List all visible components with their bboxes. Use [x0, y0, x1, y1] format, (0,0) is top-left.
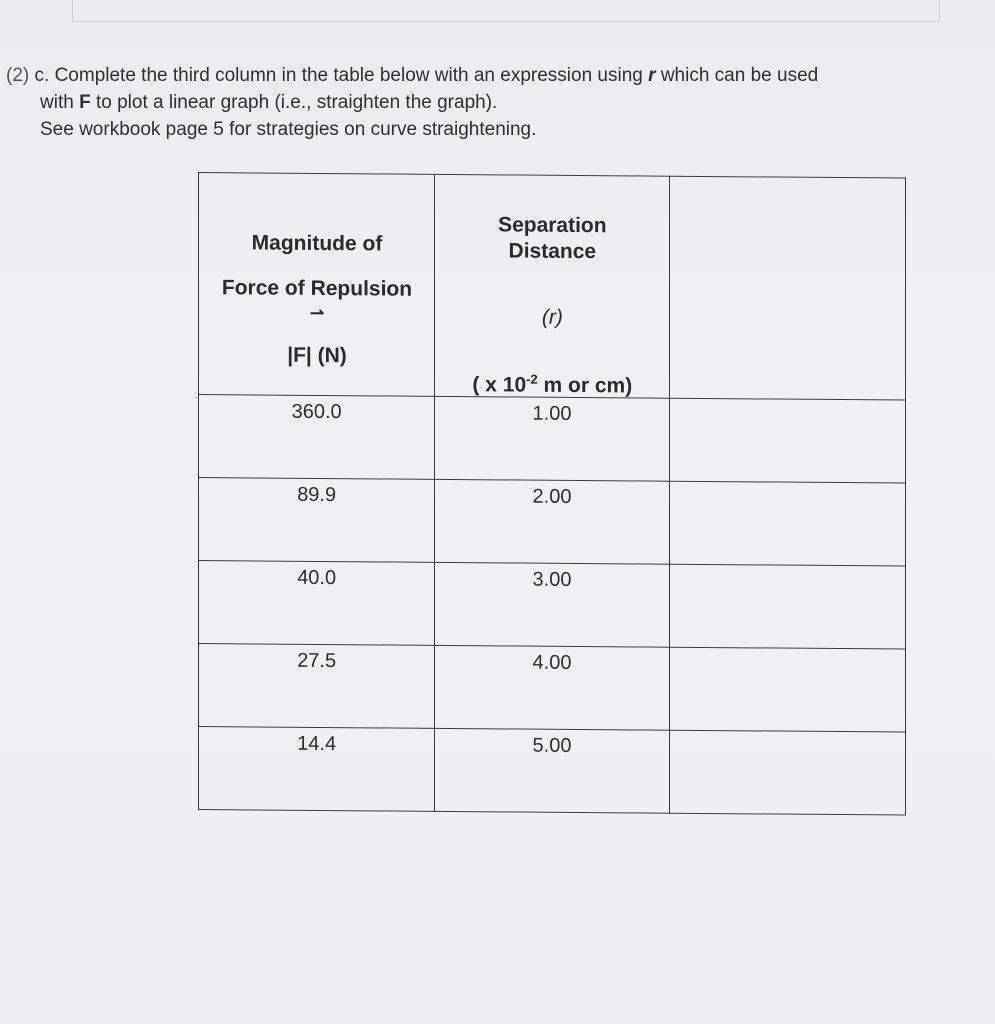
variable-F: F [79, 92, 91, 113]
question-line-3: See workbook page 5 for strategies on curve straightening. [40, 119, 537, 140]
force-value: 14.4 [297, 732, 337, 756]
variable-r: r [648, 65, 656, 86]
unit-suffix: m or cm) [537, 373, 633, 398]
force-cell [199, 644, 435, 729]
header-distance [435, 174, 669, 398]
expression-cell-blank[interactable] [669, 481, 905, 566]
distance-cell [435, 728, 669, 813]
unit-exponent: -2 [526, 371, 538, 387]
distance-value: 3.00 [532, 568, 572, 591]
previous-question-box [72, 0, 940, 22]
table-row [199, 478, 906, 567]
question-line-2 [0, 89, 960, 116]
header-distance-line-1: Separation [498, 213, 607, 238]
header-distance-unit [435, 371, 669, 399]
vector-arrow: ⇀ [309, 302, 325, 323]
table-header-row [199, 173, 906, 401]
expression-cell-blank[interactable] [669, 398, 905, 483]
distance-value: 1.00 [532, 402, 572, 425]
force-value: 360.0 [291, 400, 342, 424]
header-distance-line-2: Distance [508, 239, 597, 264]
question-line-2-end: to plot a linear graph (i.e., straighten the graph). [90, 92, 498, 113]
table-row [199, 395, 906, 484]
header-force-line-1: Magnitude of [251, 231, 383, 256]
force-cell [199, 561, 435, 646]
table-row [199, 561, 906, 650]
header-force [199, 173, 435, 397]
header-force-unit: |F| (N) [287, 343, 347, 368]
force-cell [199, 395, 435, 480]
distance-cell [435, 645, 669, 730]
distance-value: 2.00 [532, 485, 572, 508]
expression-cell-blank[interactable] [669, 730, 905, 815]
table-row [199, 644, 906, 733]
header-expression-blank[interactable] [669, 176, 905, 400]
force-cell [199, 478, 435, 563]
force-cell [199, 727, 435, 812]
distance-value: 5.00 [532, 734, 572, 757]
distance-cell [435, 479, 669, 564]
expression-cell-blank[interactable] [669, 564, 905, 649]
header-force-line-2: Force of Repulsion [221, 276, 413, 301]
question-line-1-end: which can be used [655, 65, 819, 86]
question-number: (2) [6, 65, 30, 86]
force-value: 27.5 [297, 649, 337, 673]
header-distance-variable: (r) [541, 305, 563, 329]
force-value: 40.0 [297, 566, 337, 590]
question-text [0, 62, 960, 143]
distance-value: 4.00 [532, 651, 572, 674]
unit-prefix: ( x 10 [472, 373, 527, 397]
question-line-1 [0, 62, 960, 89]
expression-cell-blank[interactable] [669, 647, 905, 732]
question-line-2-start: with [40, 92, 80, 113]
force-value: 89.9 [297, 483, 337, 507]
table-row [199, 727, 906, 816]
data-table [198, 172, 906, 816]
question-line-1-start: c. Complete the third column in the table below with an expression using [34, 65, 649, 86]
distance-cell [435, 396, 669, 481]
distance-cell [435, 562, 669, 647]
